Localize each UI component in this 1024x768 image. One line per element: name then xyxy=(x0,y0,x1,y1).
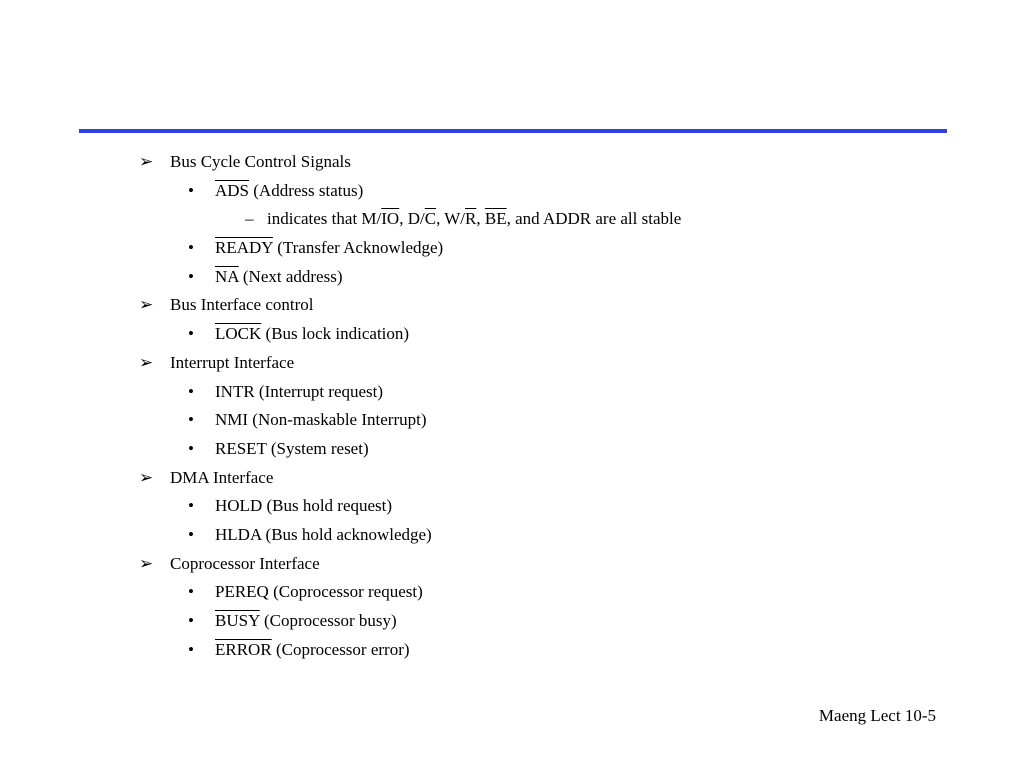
list-item xyxy=(0,234,1024,263)
arrow-bullet-icon: ➢ xyxy=(139,553,154,573)
list-item xyxy=(0,406,1024,435)
list-item xyxy=(0,378,1024,407)
list-item xyxy=(0,148,1024,177)
signal-name: ERROR xyxy=(215,639,272,659)
signal-name: $\overline{R}$ xyxy=(465,209,477,229)
signal-description: (Address status) xyxy=(249,180,364,200)
list-item xyxy=(0,492,1024,521)
signal-description: (Transfer Acknowledge) xyxy=(272,238,444,258)
signal-item xyxy=(215,177,363,206)
signal-item xyxy=(215,263,342,292)
signal-name: $\overline{C}$ xyxy=(424,209,437,229)
signal-name: $\overline{ADS}$ xyxy=(215,180,250,200)
list-item xyxy=(0,550,1024,579)
signal-description: (Next address) xyxy=(238,266,343,286)
signal-description: (Coprocessor busy) xyxy=(259,611,397,630)
list-item xyxy=(0,177,1024,206)
section-heading: Bus Cycle Control Signals xyxy=(170,152,351,171)
signal-name: $\overline{IO}$ xyxy=(381,209,400,229)
dot-bullet-icon: • xyxy=(188,438,194,458)
section-heading: Bus Interface control xyxy=(170,295,314,315)
signal-item: PEREQ (Coprocessor request) xyxy=(215,582,423,602)
dot-bullet-icon: • xyxy=(188,582,194,602)
list-item xyxy=(0,435,1024,464)
dot-bullet-icon: • xyxy=(188,410,194,430)
signal-item xyxy=(215,607,397,636)
signal-name: $\overline{BE}$ xyxy=(484,209,507,229)
dot-bullet-icon: • xyxy=(188,611,194,630)
signal-item: HOLD (Bus hold request) xyxy=(215,496,393,516)
text-run: indicates that M/ xyxy=(267,209,382,229)
list-item xyxy=(0,578,1024,607)
slide-footer: Maeng Lect 10-5 xyxy=(818,706,936,725)
signal-item: NMI (Non-maskable Interrupt) xyxy=(215,410,427,430)
signal-item: INTR (Interrupt request) xyxy=(215,381,384,401)
bullet-list xyxy=(0,148,1024,664)
signal-name: $\overline{NA}$ xyxy=(215,266,239,286)
list-item xyxy=(0,205,1024,234)
list-item xyxy=(0,320,1024,349)
dot-bullet-icon: • xyxy=(188,496,194,516)
arrow-bullet-icon: ➢ xyxy=(139,467,154,487)
dot-bullet-icon: • xyxy=(188,324,194,344)
dot-bullet-icon: • xyxy=(188,524,194,544)
signal-item xyxy=(215,234,443,263)
signal-name: BUSY xyxy=(215,611,260,630)
sub-item-text xyxy=(267,205,681,234)
arrow-bullet-icon: ➢ xyxy=(139,352,154,372)
section-heading: DMA Interface xyxy=(170,467,274,487)
dot-bullet-icon: • xyxy=(188,639,194,659)
signal-description: (Bus lock indication) xyxy=(261,324,410,344)
signal-name: READY xyxy=(215,238,273,258)
arrow-bullet-icon: ➢ xyxy=(139,152,154,171)
section-heading: Coprocessor Interface xyxy=(170,553,320,573)
text-run: , and ADDR are all stable xyxy=(506,209,682,229)
list-item xyxy=(0,521,1024,550)
list-item xyxy=(0,291,1024,320)
dash-bullet-icon: – xyxy=(245,209,254,229)
signal-description: (Coprocessor error) xyxy=(271,639,410,659)
dot-bullet-icon: • xyxy=(188,180,194,200)
list-item xyxy=(0,607,1024,636)
arrow-bullet-icon: ➢ xyxy=(139,295,154,315)
signal-item xyxy=(215,320,409,349)
signal-item xyxy=(215,636,410,665)
section-heading: Interrupt Interface xyxy=(170,352,295,372)
text-run: , xyxy=(476,209,485,229)
list-item xyxy=(0,349,1024,378)
signal-name: LOCK xyxy=(215,324,262,344)
text-run: , D/ xyxy=(399,209,425,229)
signal-item: RESET (System reset) xyxy=(215,438,369,458)
list-item xyxy=(0,636,1024,665)
list-item xyxy=(0,464,1024,493)
text-run: , W/ xyxy=(436,209,466,229)
signal-item: HLDA (Bus hold acknowledge) xyxy=(215,524,432,544)
dot-bullet-icon: • xyxy=(188,381,194,401)
dot-bullet-icon: • xyxy=(188,238,194,258)
dot-bullet-icon: • xyxy=(188,266,194,286)
title-divider-line xyxy=(79,129,947,133)
list-item xyxy=(0,263,1024,292)
